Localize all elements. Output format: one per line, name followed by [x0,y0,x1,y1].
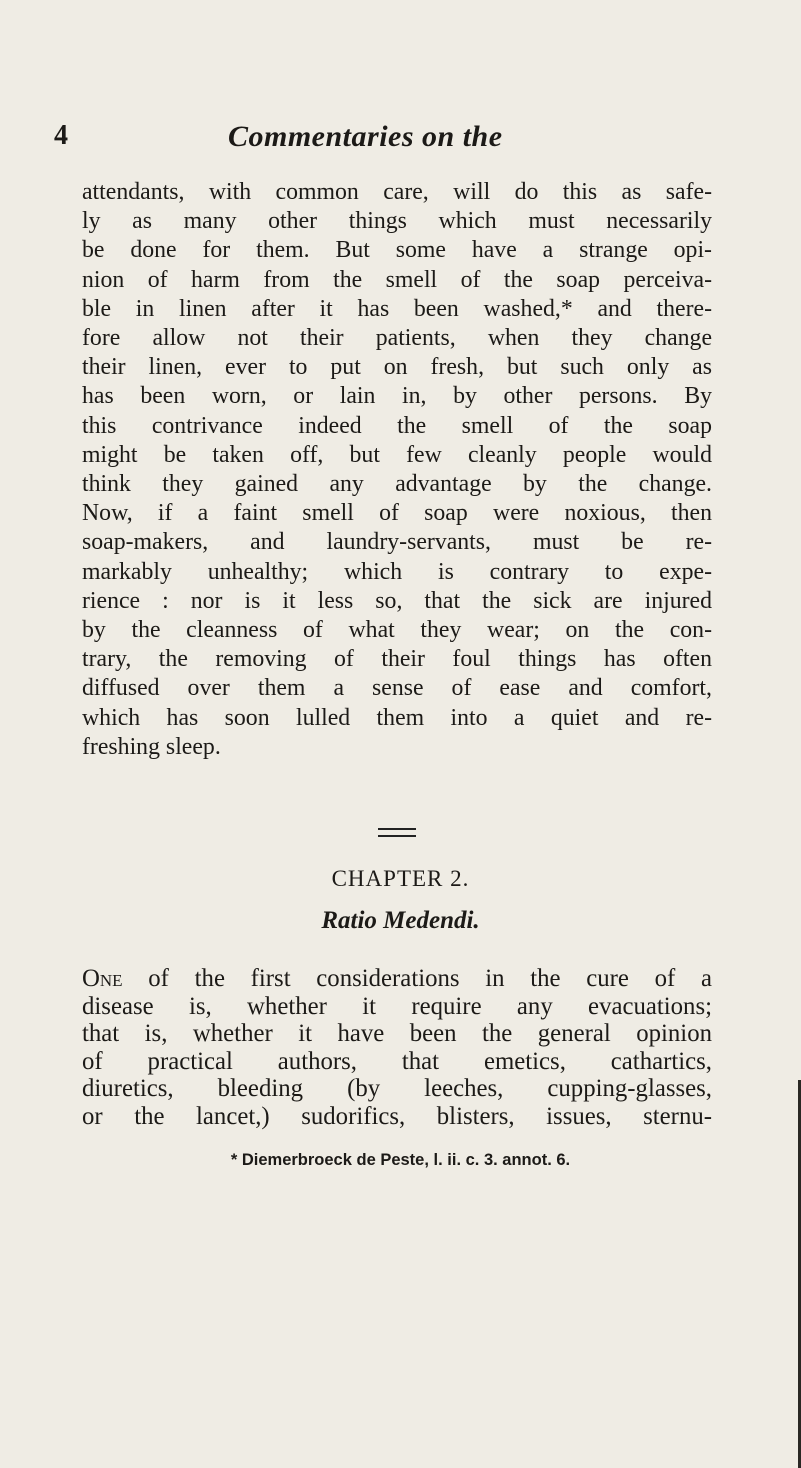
text-line: attendants, with common care, will do this as safe- [82,179,712,205]
first-word: One [82,965,123,992]
footnote: * Diemerbroeck de Peste, l. ii. c. 3. annot. 6. [230,1151,571,1169]
text-line: soap-makers, and laundry-servants, must be re- [82,529,712,556]
body-paragraph [82,178,712,762]
text-line: rience : nor is it less so, that the sick are injured [82,587,712,614]
text-line: this contrivance indeed the smell of the soap [82,412,712,439]
text-line: fore allow not their patients, when they change [82,325,712,352]
text-line [82,965,712,993]
text-line: nion of harm from the smell of the soap perceiva- [82,266,712,293]
text-line: disease is, whether it require any evacuations; [82,992,712,1020]
text-line: markably unhealthy; which is contrary to expe- [82,558,712,585]
text-line: or the lancet,) sudorifics, blisters, issues, sternu- [82,1102,712,1130]
text-line: freshing sleep. [82,733,221,760]
text-line: Now, if a faint smell of soap were noxious, then [82,500,712,527]
text-line: by the cleanness of what they wear; on the con- [82,617,712,644]
running-head [0,120,801,160]
section-divider [378,828,416,837]
text-line: of practical authors, that emetics, cathartics, [82,1047,712,1075]
text-line: think they gained any advantage by the change. [82,471,712,498]
text-line: diuretics, bleeding (by leeches, cupping-glasses, [82,1075,712,1103]
chapter-subtitle: Ratio Medendi. [321,907,480,934]
running-title: Commentaries on the [228,120,503,153]
text-line: might be taken off, but few cleanly people would [82,441,712,468]
text-line: be done for them. But some have a strange opi- [82,237,712,264]
chapter-heading: CHAPTER 2. [331,866,470,891]
chapter-paragraph [82,965,712,1131]
text-line: that is, whether it have been the general opinion [82,1020,712,1048]
page-number: 4 [54,120,68,151]
text-line: trary, the removing of their foul things has often [82,646,712,673]
first-line-rest: of the first considerations in the cure of a [122,965,712,992]
text-line: has been worn, or lain in, by other persons. By [82,383,712,410]
text-line: diffused over them a sense of ease and comfort, [82,675,712,702]
text-line: ly as many other things which must necessarily [82,208,712,235]
text-line: which has soon lulled them into a quiet and re- [82,704,712,731]
text-line: their linen, ever to put on fresh, but such only as [82,354,712,381]
text-line: ble in linen after it has been washed,* and there- [82,295,712,322]
